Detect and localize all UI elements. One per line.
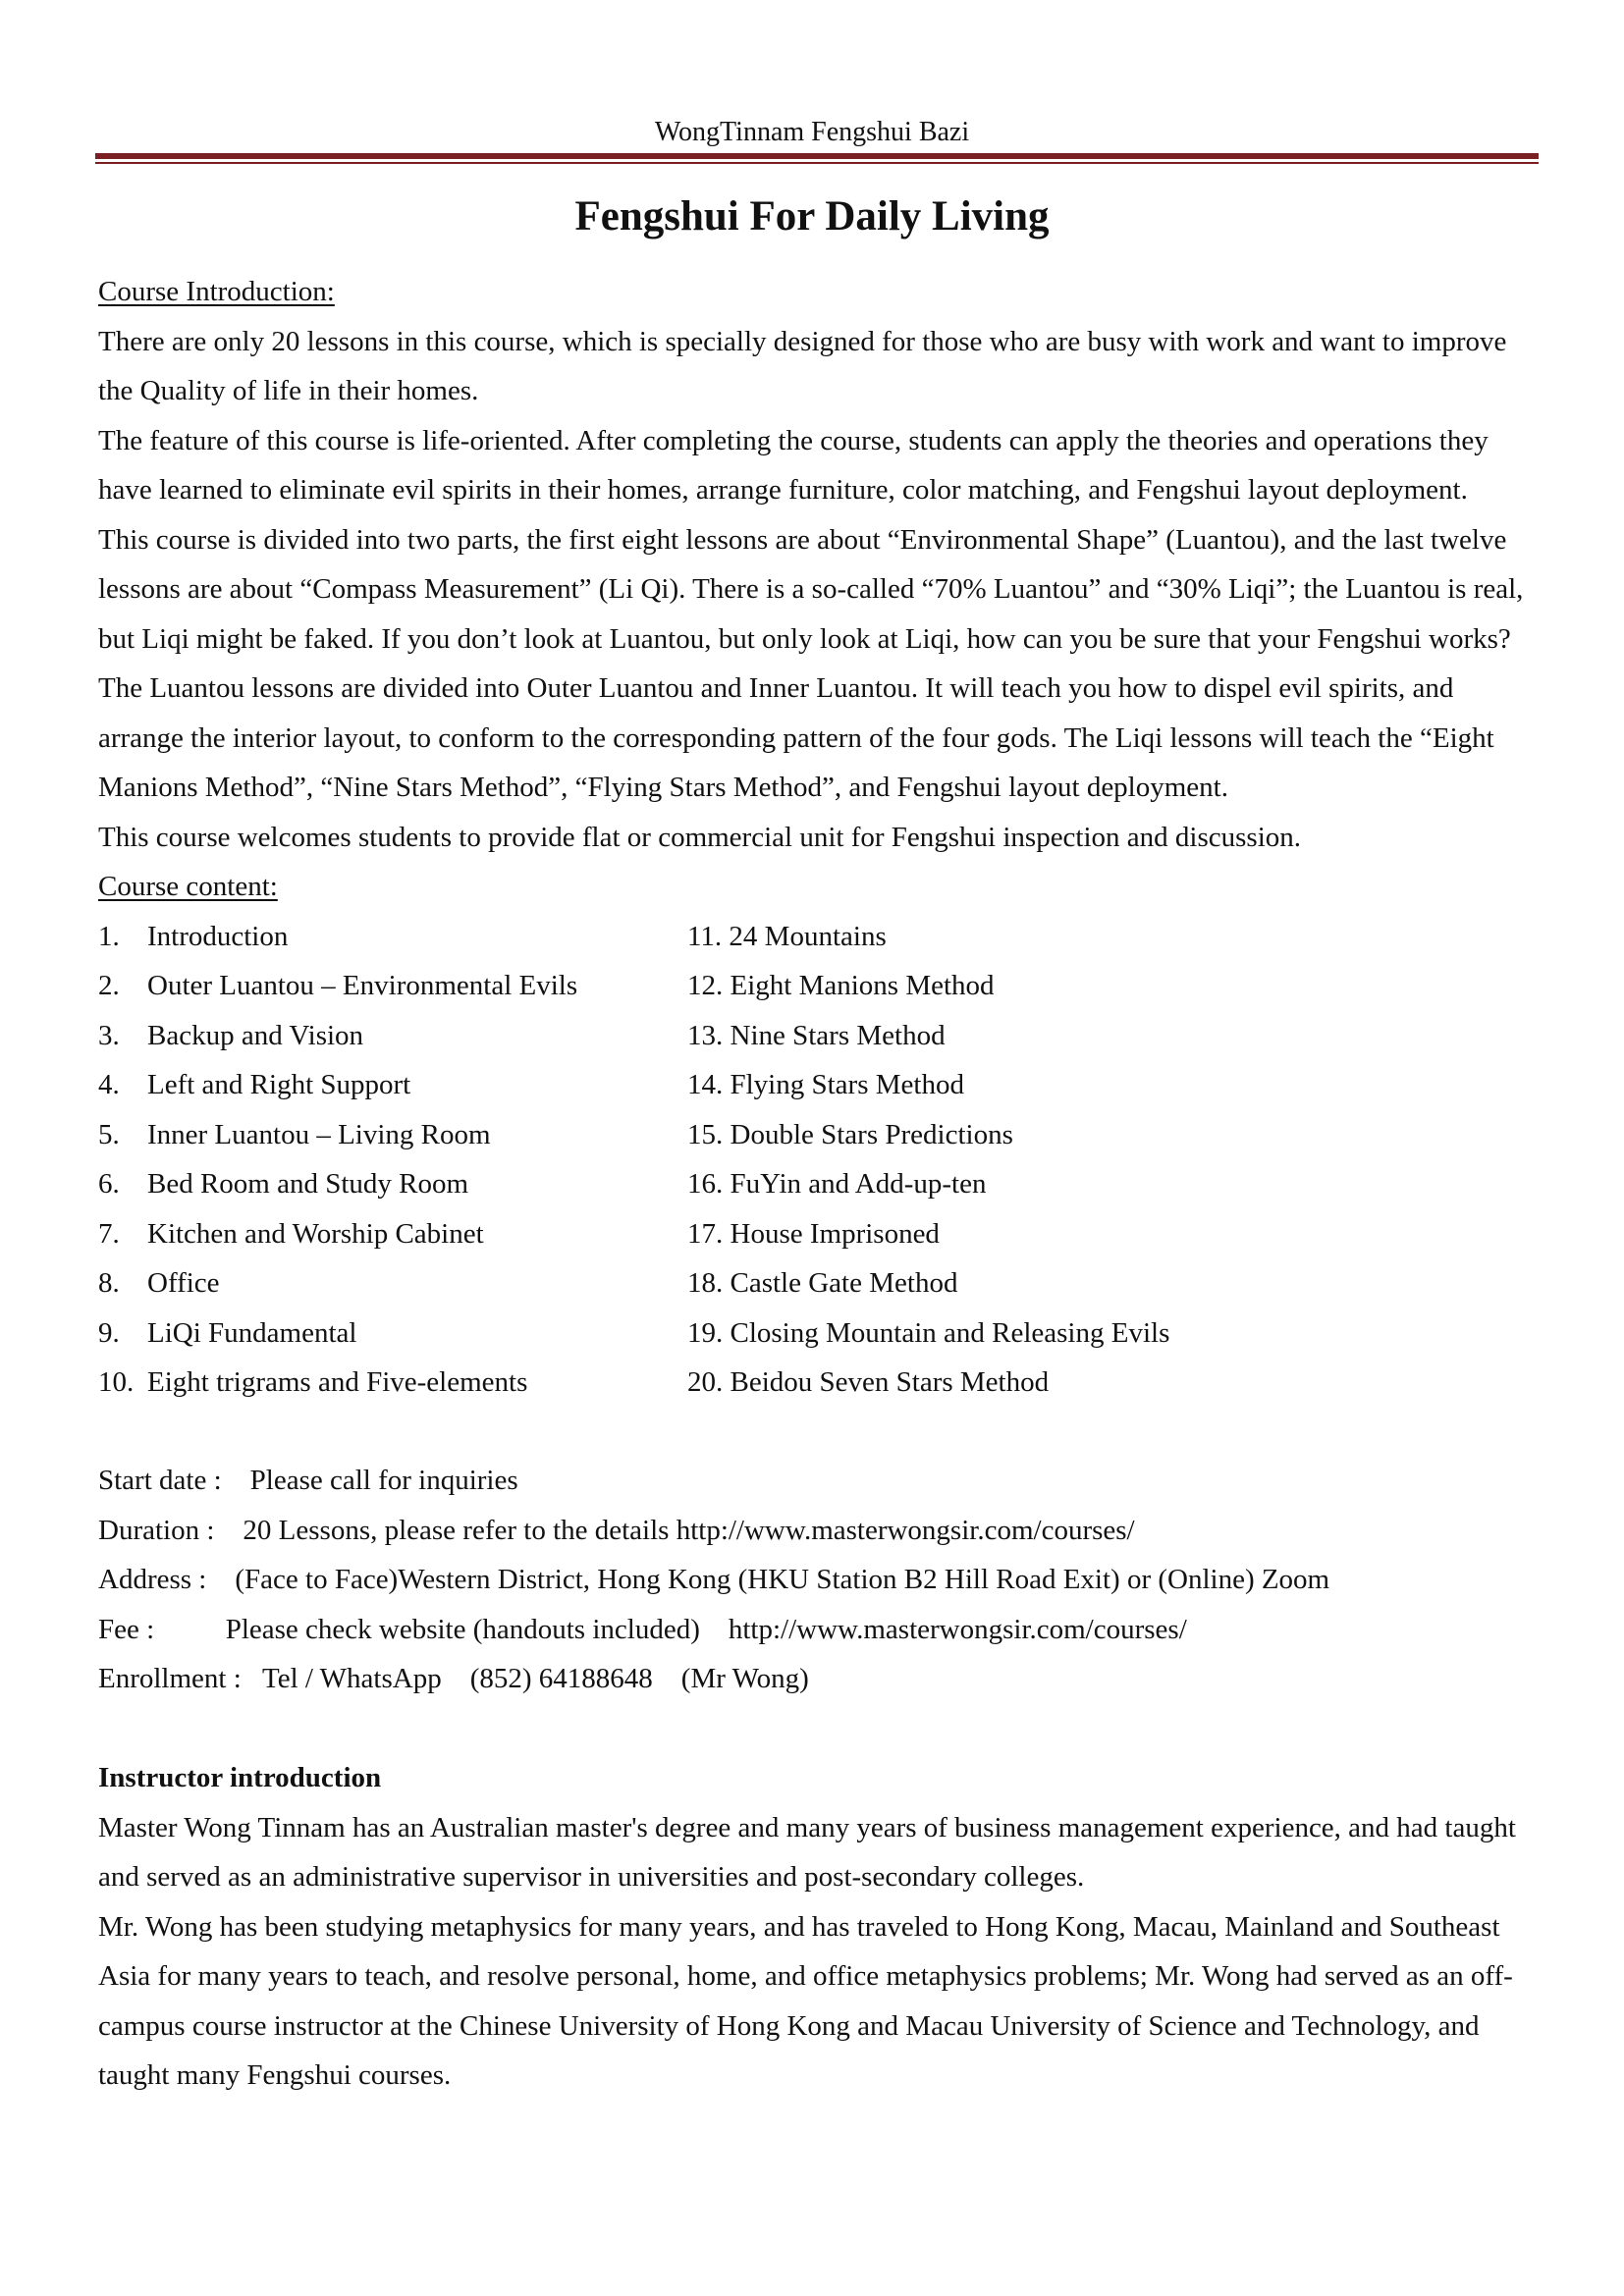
instructor-paragraph: Mr. Wong has been studying metaphysics for many years, and has traveled to Hong Kong, Macau, Mainland and Southeast Asia for many years to teach, and resolve personal, home, and office metaphysics problems; Mr. Wong had served as an off-campus course instructor at the Chinese University of Hong Kong and Macau University of Science and Technology, and taught many Fengshui courses. [98,1910,1513,2091]
lesson-item [98,1110,577,1160]
lesson-item: 20. Beidou Seven Stars Method [687,1366,1050,1398]
address-row [98,1555,1527,1605]
lesson-list-left [98,912,577,1408]
duration-row [98,1506,1527,1556]
spacer [98,1704,1527,1754]
intro-paragraph: This course welcomes students to provide flat or commercial unit for Fengshui inspection and discussion. [98,821,1302,853]
lesson-item [98,1011,577,1061]
lesson-number: 8. [98,1267,120,1299]
intro-paragraph: The feature of this course is life-oriented. After completing the course, students can apply the theories and operations they have learned to eliminate evil spirits in their homes, arrange furniture, color matching, and Fengshui layout deployment. [98,424,1489,506]
lesson-list [98,912,1527,1407]
lesson-label: Outer Luantou – Environmental Evils [147,970,578,1001]
duration-value: 20 Lessons, please refer to the details http://www.masterwongsir.com/courses/ [243,1514,1135,1546]
header-rule-thick [95,153,1539,159]
lesson-list-right [687,912,1169,1408]
enrollment-method: Tel / WhatsApp [262,1663,442,1694]
lesson-item [98,1209,577,1259]
instructor-heading: Instructor introduction [98,1762,382,1793]
lesson-number: 6. [98,1168,120,1200]
lesson-item [98,912,577,962]
lesson-label: Inner Luantou – Living Room [147,1118,491,1150]
lesson-item: 14. Flying Stars Method [687,1069,964,1100]
header-rule-thin [95,162,1539,164]
lesson-item: 13. Nine Stars Method [687,1019,946,1051]
lesson-label: Kitchen and Worship Cabinet [147,1217,484,1250]
fee-value: Please check website (handouts included) [225,1613,700,1645]
lesson-item [98,1358,577,1408]
lesson-number: 10. [98,1366,135,1398]
lesson-label: Office [147,1267,220,1299]
enrollment-phone: (852) 64188648 [469,1663,653,1694]
intro-paragraph: There are only 20 lessons in this course, which is specially designed for those who are busy with work and want to improve the Quality of life in their homes. [98,325,1507,406]
lesson-number: 9. [98,1316,120,1349]
lesson-item: 15. Double Stars Predictions [687,1118,1013,1150]
start-date-label: Start date : [98,1465,222,1496]
fee-row [98,1605,1527,1655]
enrollment-label: Enrollment : [98,1663,242,1694]
intro-paragraph: The Luantou lessons are divided into Outer Luantou and Inner Luantou. It will teach you how to dispel evil spirits, and arrange the interior layout, to conform to the corresponding pattern of the four gods. The Liqi lessons will teach the “Eight Manions Method”, “Nine Stars Method”, “Flying Stars Method”, and Fengshui layout deployment. [98,672,1494,803]
duration-label: Duration : [98,1514,215,1546]
lesson-label: LiQi Fundamental [147,1316,357,1349]
fee-link[interactable]: http://www.masterwongsir.com/courses/ [728,1613,1187,1645]
intro-paragraph: This course is divided into two parts, the first eight lessons are about “Environmental Shape” (Luantou), and the last twelve lessons are about “Compass Measurement” (Li Qi). There is a so-called “70% Luantou” and “30% Liqi”; the Luantou is real, but Liqi might be faked. If you don’t look at Luantou, but only look at Liqi, how can you be sure that your Fengshui works? [98,523,1524,655]
lesson-label: Bed Room and Study Room [147,1168,469,1200]
lesson-item: 12. Eight Manions Method [687,970,995,1001]
lesson-label: Eight trigrams and Five-elements [147,1366,528,1398]
lesson-number: 1. [98,920,120,952]
start-date-value: Please call for inquiries [249,1465,518,1496]
instructor-paragraph: Master Wong Tinnam has an Australian master's degree and many years of business management experience, and had taught and served as an administrative supervisor in universities and post-secondary colleges. [98,1811,1516,1893]
lesson-label: Backup and Vision [147,1019,364,1051]
address-value: (Face to Face)Western District, Hong Kong (HKU Station B2 Hill Road Exit) or (Online) Zoom [235,1564,1330,1595]
lesson-item: 17. House Imprisoned [687,1217,940,1250]
intro-heading: Course Introduction: [98,276,335,307]
address-label: Address : [98,1564,207,1595]
lesson-item [98,1258,577,1308]
lesson-label: Introduction [147,920,289,952]
lesson-item: 19. Closing Mountain and Releasing Evils [687,1316,1170,1349]
enrollment-row [98,1654,1527,1704]
lesson-item [98,1159,577,1209]
lesson-item: 16. FuYin and Add-up-ten [687,1168,987,1200]
lesson-number: 2. [98,970,120,1001]
content-heading: Course content: [98,871,278,902]
lesson-item: 11. 24 Mountains [687,920,887,952]
lesson-number: 7. [98,1217,120,1250]
lesson-number: 5. [98,1118,120,1150]
lesson-item [98,961,577,1011]
lesson-number: 3. [98,1019,120,1051]
lesson-number: 4. [98,1069,120,1100]
lesson-item [98,1308,577,1359]
lesson-item: 18. Castle Gate Method [687,1267,958,1299]
document-body [98,267,1527,2101]
fee-label: Fee : [98,1613,155,1645]
enrollment-contact: (Mr Wong) [680,1663,809,1694]
spacer [98,1407,1527,1457]
lesson-item [98,1060,577,1110]
lesson-label: Left and Right Support [147,1069,411,1100]
header-site-title: WongTinnam Fengshui Bazi [654,117,970,147]
document-title: Fengshui For Daily Living [574,193,1050,240]
start-date-row [98,1456,1527,1506]
